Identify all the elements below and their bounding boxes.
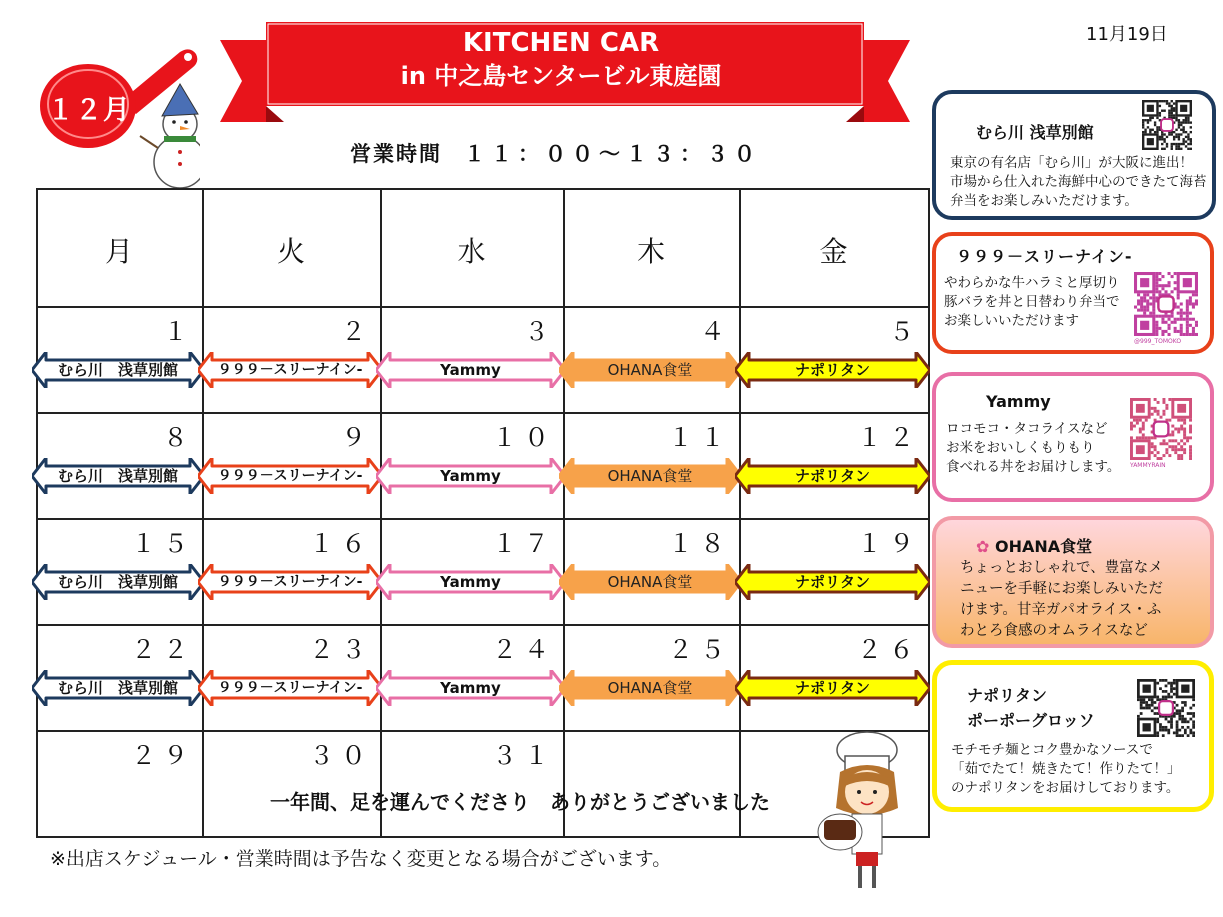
date-number: ４ bbox=[699, 317, 732, 346]
vendor-label: ナポリタン bbox=[794, 361, 870, 379]
vendor-label: むら川 浅草別館 bbox=[57, 361, 178, 379]
flower-icon: ✿ bbox=[976, 537, 995, 556]
qr-code-icon bbox=[1130, 398, 1192, 460]
shop-description-line: モチモチ麺とコク豊かなソースで bbox=[951, 742, 1153, 758]
day-header: 金 bbox=[819, 235, 848, 268]
date-number: １ bbox=[162, 317, 195, 346]
vendor-label: OHANA食堂 bbox=[607, 573, 693, 591]
shop-description bbox=[944, 274, 1120, 331]
vendor-label: OHANA食堂 bbox=[607, 361, 693, 379]
date-number: ２ bbox=[340, 317, 373, 346]
date-number: １６ bbox=[308, 529, 373, 558]
shop-description-line: 豚バラを丼と日替わり弁当で bbox=[944, 294, 1120, 310]
banner-title-line1: KITCHEN CAR bbox=[462, 28, 660, 58]
vendor-label: OHANA食堂 bbox=[607, 467, 693, 485]
vendor-label: ナポリタン bbox=[794, 679, 870, 697]
date-number: ３０ bbox=[308, 741, 373, 770]
shop-name bbox=[976, 534, 1092, 557]
shop-name-text: ９９９－スリーナイン- bbox=[956, 247, 1133, 266]
shop-description-line: 弁当をお楽しみいただけます。 bbox=[950, 193, 1138, 209]
shop-description-line: ニューを手軽にお楽しみいただ bbox=[960, 581, 1163, 597]
shop-name-line: ポーポーグロッソ bbox=[967, 711, 1095, 730]
date-number: １１ bbox=[667, 423, 732, 452]
shop-description-line: けます。甘辛ガパオライス・ふ bbox=[960, 602, 1162, 618]
vendor-label: ９９９－スリーナイン- bbox=[217, 680, 363, 696]
shop-description-line: お楽しいいただけます bbox=[944, 313, 1079, 329]
date-number: ３ bbox=[523, 317, 556, 346]
vendor-label: Yammy bbox=[440, 679, 501, 697]
day-header: 月 bbox=[104, 235, 133, 268]
shop-description-line: のナポリタンをお届けしております。 bbox=[951, 780, 1180, 796]
chef-girl-illustration bbox=[812, 728, 922, 898]
shop-description-line: 「茹でたて！焼きたて！作りたて！」 bbox=[951, 761, 1181, 777]
date-number: ２２ bbox=[130, 635, 195, 664]
shop-info-box bbox=[932, 90, 1216, 220]
day-header: 火 bbox=[276, 235, 305, 268]
vendor-label: Yammy bbox=[440, 573, 501, 591]
shop-description bbox=[950, 154, 1207, 211]
qr-code-icon bbox=[1134, 272, 1198, 336]
shop-name bbox=[976, 120, 1094, 143]
shop-description-line: 市場から仕入れた海鮮中心のできたて海苔 bbox=[950, 174, 1207, 190]
shop-description bbox=[946, 420, 1120, 477]
shop-name-text: OHANA食堂 bbox=[994, 537, 1093, 556]
date-number: ２９ bbox=[130, 741, 195, 770]
date-number: １２ bbox=[856, 423, 921, 452]
business-hours bbox=[350, 138, 761, 168]
closing-message: 一年間、足を運んでくださり ありがとうございました bbox=[270, 790, 770, 814]
shop-name-line: ナポリタン bbox=[967, 686, 1048, 705]
vendor-label: ９９９－スリーナイン- bbox=[217, 468, 363, 484]
date-number: ２５ bbox=[667, 635, 732, 664]
date-number: ２４ bbox=[491, 635, 556, 664]
shop-name bbox=[956, 244, 1133, 267]
vendor-label: むら川 浅草別館 bbox=[57, 679, 178, 697]
vendor-label: ナポリタン bbox=[794, 573, 870, 591]
shop-name bbox=[986, 392, 1051, 411]
date-cell bbox=[563, 730, 741, 838]
document-date: 11月19日 bbox=[1086, 24, 1168, 45]
date-number: ５ bbox=[888, 317, 921, 346]
shop-info-box bbox=[932, 660, 1214, 812]
date-number: ９ bbox=[340, 423, 373, 452]
qr-caption: @999_TOMOKO bbox=[1134, 338, 1182, 345]
vendor-label: むら川 浅草別館 bbox=[57, 573, 178, 591]
shop-description bbox=[960, 558, 1163, 642]
shop-info-box bbox=[932, 232, 1214, 354]
shop-info-box bbox=[932, 372, 1214, 502]
shop-description bbox=[951, 741, 1181, 798]
date-number: １５ bbox=[130, 529, 195, 558]
date-number: １８ bbox=[667, 529, 732, 558]
shop-info-box bbox=[932, 516, 1214, 648]
business-hours-label: 営業時間 bbox=[350, 142, 442, 166]
vendor-label: ９９９－スリーナイン- bbox=[217, 362, 363, 378]
shop-description-line: ちょっとおしゃれで、豊富なメ bbox=[960, 560, 1163, 576]
qr-caption: YAMMYRAIN bbox=[1130, 462, 1166, 469]
date-number: ２６ bbox=[856, 635, 921, 664]
qr-code-icon bbox=[1142, 100, 1192, 150]
shop-description-line: わとろ食感のオムライスなど bbox=[960, 623, 1148, 639]
shop-description-line: お米をおいしくもりもり bbox=[946, 440, 1095, 456]
date-number: １９ bbox=[856, 529, 921, 558]
date-number: ２３ bbox=[308, 635, 373, 664]
day-header: 水 bbox=[457, 235, 486, 268]
date-number: ８ bbox=[162, 423, 195, 452]
day-header: 木 bbox=[636, 235, 665, 268]
shop-description-line: 食べれる丼をお届けします。 bbox=[946, 459, 1121, 475]
shop-name bbox=[967, 683, 1095, 733]
shop-description-line: やわらかな牛ハラミと厚切り bbox=[944, 275, 1120, 291]
month-label: １２月 bbox=[47, 95, 131, 126]
vendor-label: むら川 浅草別館 bbox=[57, 467, 178, 485]
date-number: ３１ bbox=[491, 741, 556, 770]
vendor-label: OHANA食堂 bbox=[607, 679, 693, 697]
business-hours-value: １１：００～１３：３０ bbox=[464, 142, 761, 166]
banner-title-line2: in 中之島センタービル東庭園 bbox=[400, 62, 722, 90]
vendor-label: Yammy bbox=[440, 467, 501, 485]
date-number: １０ bbox=[491, 423, 556, 452]
qr-code-icon bbox=[1137, 679, 1195, 737]
vendor-label: ９９９－スリーナイン- bbox=[217, 574, 363, 590]
date-number: １７ bbox=[491, 529, 556, 558]
shop-description-line: 東京の有名店「むら川」が大阪に進出！ bbox=[950, 155, 1193, 171]
vendor-label: ナポリタン bbox=[794, 467, 870, 485]
vendor-label: Yammy bbox=[440, 361, 501, 379]
shop-name-text: むら川 浅草別館 bbox=[976, 123, 1094, 142]
shop-name-text: Yammy bbox=[986, 392, 1051, 411]
schedule-calendar bbox=[36, 188, 928, 836]
shop-description-line: ロコモコ・タコライスなど bbox=[946, 421, 1108, 437]
schedule-footnote: ※出店スケジュール・営業時間は予告なく変更となる場合がございます。 bbox=[50, 848, 672, 870]
